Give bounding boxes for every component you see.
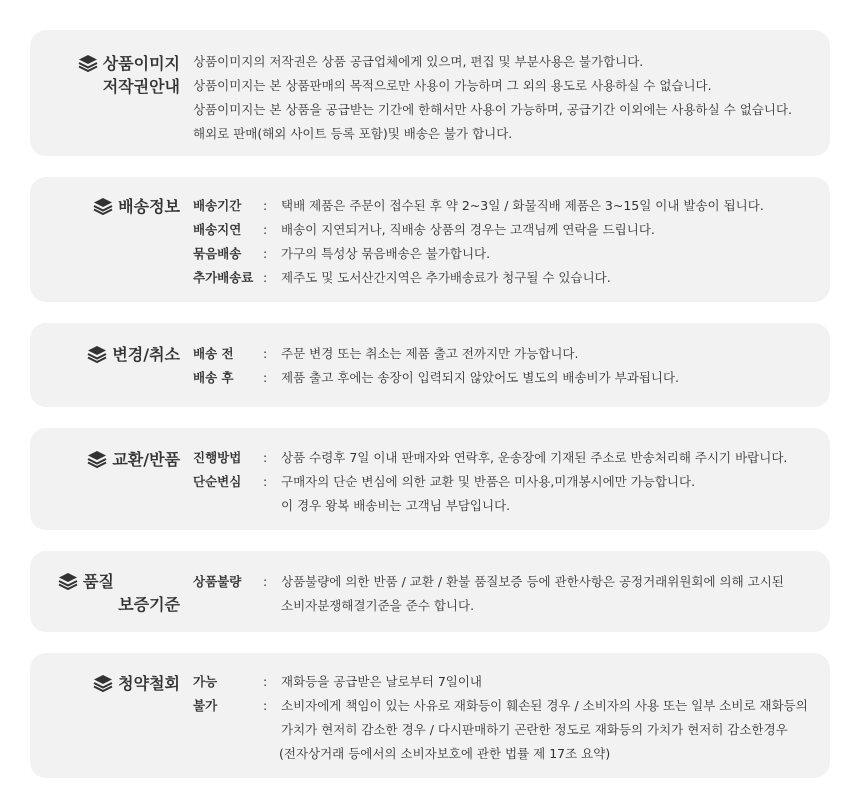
quality-rows: [193, 570, 820, 618]
row-label: 배송 후: [193, 370, 234, 385]
row-continuation: 이 경우 왕복 배송비는 고객님 부담입니다.: [281, 498, 511, 513]
row-label: 추가배송료: [193, 270, 254, 285]
change-row: [193, 342, 820, 366]
change-card: [30, 323, 830, 407]
row-label: 배송 전: [193, 346, 234, 361]
withdrawal-row: [193, 742, 820, 766]
row-colon: :: [263, 198, 268, 213]
copyright-card: [30, 30, 830, 156]
row-continuation: 가치가 현저히 감소한 경우 / 다시판매하기 곤란한 정도로 재화등의 가치가 현저히 감소한경우: [281, 722, 788, 737]
layers-icon: [93, 197, 113, 215]
shipping-row: [193, 242, 820, 266]
quality-title-line-2: 보증기준: [118, 595, 180, 614]
withdrawal-row: [193, 694, 820, 718]
copyright-line: 상품이미지는 본 상품을 공급받는 기간에 한해서만 사용이 가능하며, 공급기간 이외에는 사용하실 수 없습니다.: [193, 102, 793, 117]
change-title: [30, 343, 180, 366]
row-colon: :: [263, 346, 268, 361]
exchange-row: [193, 446, 820, 470]
row-colon: :: [263, 370, 268, 385]
quality-row: [193, 594, 820, 618]
change-row: [193, 366, 820, 390]
layers-icon: [78, 54, 98, 72]
copyright-line: 해외로 판매(해외 사이트 등록 포함)및 배송은 불가 합니다.: [193, 126, 513, 141]
quality-row: [193, 570, 820, 594]
row-value: 재화등을 공급받은 날로부터 7일이내: [281, 674, 482, 689]
row-label: 묶음배송: [193, 246, 242, 261]
shipping-row: [193, 266, 820, 290]
row-colon: :: [263, 674, 268, 689]
row-label: 배송지연: [193, 222, 242, 237]
shipping-title-text: 배송정보: [118, 197, 180, 216]
copyright-line: 상품이미지의 저작권은 상품 공급업체에게 있으며, 편집 및 부분사용은 불가합니다.: [193, 54, 644, 69]
withdrawal-row: [193, 718, 820, 742]
shipping-row: [193, 218, 820, 242]
layers-icon: [93, 674, 113, 692]
withdrawal-rows: [193, 670, 820, 766]
exchange-rows: [193, 446, 820, 518]
exchange-title: [30, 448, 180, 471]
copyright-line: 상품이미지는 본 상품판매의 목적으로만 사용이 가능하며 그 외의 용도로 사용하실 수 없습니다.: [193, 78, 712, 93]
row-label: 진행방법: [193, 450, 242, 465]
row-colon: :: [263, 270, 268, 285]
row-value: 주문 변경 또는 취소는 제품 출고 전까지만 가능합니다.: [281, 346, 579, 361]
row-colon: :: [263, 450, 268, 465]
row-value: 소비자에게 책임이 있는 사유로 재화등이 훼손된 경우 / 소비자의 사용 또는 일부 소비로 재화등의: [281, 698, 808, 713]
withdrawal-title-text: 청약철회: [118, 674, 180, 693]
copyright-title-line-2: 저작권안내: [102, 77, 180, 96]
row-label: 단순변심: [193, 474, 242, 489]
copyright-title: [30, 52, 180, 98]
layers-icon: [87, 345, 107, 363]
withdrawal-row: [193, 670, 820, 694]
exchange-row: [193, 494, 820, 518]
copyright-title-line-1: 상품이미지: [102, 54, 180, 73]
exchange-title-text: 교환/반품: [112, 450, 180, 469]
shipping-row: [193, 194, 820, 218]
row-continuation: (전자상거래 등에서의 소비자보호에 관한 법률 제 17조 요약): [279, 746, 611, 761]
shipping-rows: [193, 194, 820, 290]
row-colon: :: [263, 698, 268, 713]
exchange-row: [193, 470, 820, 494]
quality-title: [30, 570, 180, 616]
change-title-text: 변경/취소: [112, 345, 180, 364]
row-label: 상품불량: [193, 574, 242, 589]
row-value: 제품 출고 후에는 송장이 입력되지 않았어도 별도의 배송비가 부과됩니다.: [281, 370, 680, 385]
shipping-title: [30, 195, 180, 218]
row-value: 상품불량에 의한 반품 / 교환 / 환불 품질보증 등에 관한사항은 공정거래위원회에 의해 고시된: [281, 574, 784, 589]
row-colon: :: [263, 474, 268, 489]
copyright-lines: [193, 50, 820, 146]
row-continuation: 소비자분쟁해결기준을 준수 합니다.: [281, 598, 475, 613]
row-value: 가구의 특성상 묶음배송은 불가합니다.: [281, 246, 491, 261]
row-value: 배송이 지연되거나, 직배송 상품의 경우는 고객님께 연락을 드립니다.: [281, 222, 655, 237]
layers-icon: [87, 450, 107, 468]
row-label: 불가: [193, 698, 218, 713]
exchange-card: [30, 428, 830, 530]
withdrawal-title: [30, 672, 180, 695]
row-value: 구매자의 단순 변심에 의한 교환 및 반품은 미사용,미개봉시에만 가능합니다.: [281, 474, 696, 489]
change-rows: [193, 342, 820, 390]
row-colon: :: [263, 246, 268, 261]
shipping-card: [30, 177, 830, 302]
layers-icon: [58, 572, 78, 590]
row-value: 제주도 및 도서산간지역은 추가배송료가 청구될 수 있습니다.: [281, 270, 611, 285]
row-label: 배송기간: [193, 198, 242, 213]
row-label: 가능: [193, 674, 218, 689]
row-colon: :: [263, 574, 268, 589]
row-value: 상품 수령후 7일 이내 판매자와 연락후, 운송장에 기재된 주소로 반송처리해 주시기 바랍니다.: [281, 450, 788, 465]
quality-card: [30, 551, 830, 632]
row-value: 택배 제품은 주문이 접수된 후 약 2~3일 / 화물직배 제품은 3~15일 이내 발송이 됩니다.: [281, 198, 764, 213]
row-colon: :: [263, 222, 268, 237]
quality-title-line-1: 품질: [83, 572, 114, 591]
withdrawal-card: [30, 653, 830, 778]
